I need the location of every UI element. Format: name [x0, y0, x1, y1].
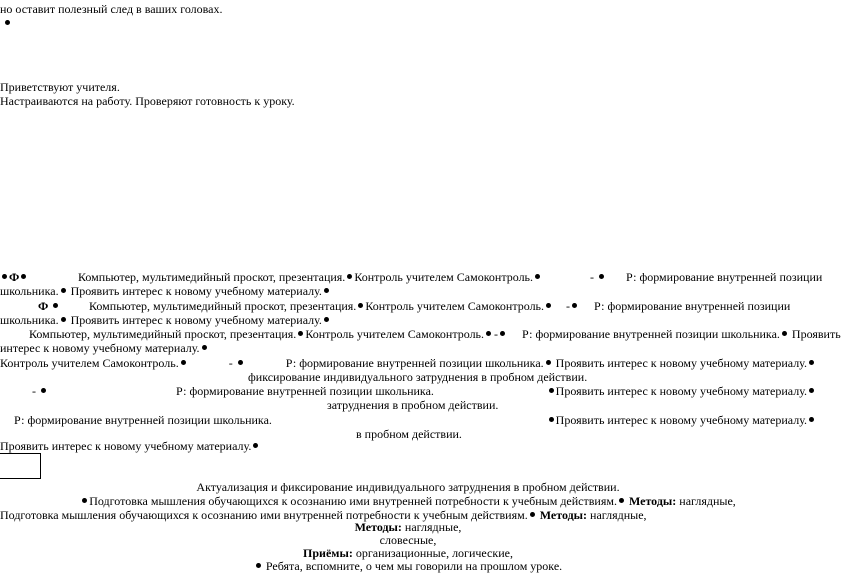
verbal-line: словесные,: [379, 533, 437, 547]
bullet-icon: [82, 498, 87, 503]
bullet-icon: [546, 360, 551, 365]
greet-line: Приветствуют учителя.: [0, 80, 120, 94]
prep-line-1: Подготовка мышления обучающихся к осознанию ими внутренней потребности к учебным действиям. Методы: наглядные,: [0, 494, 816, 508]
bullet-icon: [324, 317, 329, 322]
bullet-icon: [202, 345, 207, 350]
bullet-icon: [572, 303, 577, 308]
bullet-icon: [549, 388, 554, 393]
bullet-icon: [61, 288, 66, 293]
row2: [38, 299, 60, 313]
bullet-icon: [21, 274, 26, 279]
prep-line-2: Подготовка мышления обучающихся к осознанию ими внутренней потребности к учебным действиям. Методы: наглядные,: [0, 508, 647, 522]
techniques-line: Приёмы: организационные, логические,: [303, 546, 513, 560]
table-cell-box: [0, 453, 41, 479]
intro-line: но оставит полезный след в ваших головах.: [0, 2, 223, 16]
bullet-icon: [298, 331, 303, 336]
bullet-icon: [53, 303, 58, 308]
row7: Проявить интерес к новому учебному материалу.: [0, 439, 260, 453]
bullet-icon: [41, 388, 46, 393]
row3-dash: -: [494, 327, 507, 341]
row3b: интерес к новому учебному материалу.: [0, 341, 209, 355]
bullet-icon: [500, 331, 505, 336]
f-label: Ф: [9, 270, 20, 284]
bullet-icon: [238, 360, 243, 365]
bullet-icon: [599, 274, 604, 279]
bullet-icon: [809, 388, 814, 393]
bullet-icon: [619, 498, 624, 503]
bullet-icon: [181, 360, 186, 365]
ready-line: Настраиваются на работу. Проверяют готовность к уроку.: [0, 94, 295, 108]
row3: Компьютер, мультимедийный проскот, презентация. Контроль учителем Самоконтроль.: [29, 327, 493, 341]
row1b: школьника. Проявить интерес к новому учебному материалу.: [0, 284, 331, 298]
bullet-icon: [3, 16, 12, 30]
row1-equipment: Компьютер, мультимедийный проскот, презентация. Контроль учителем Самоконтроль.: [78, 270, 542, 284]
row2-equipment: Компьютер, мультимедийный проскот, презентация. Контроль учителем Самоконтроль.: [89, 299, 553, 313]
row1: [0, 270, 28, 284]
row1-dash: -: [590, 270, 606, 284]
bullet-icon: [549, 417, 554, 422]
row5: - Р: формирование внутренней позиции школьника. Проявить интерес к новому учебному материалу.: [32, 384, 816, 398]
bullet-icon: [486, 331, 491, 336]
row5b: затруднения в пробном действии.: [327, 398, 499, 412]
bullet-icon: [324, 288, 329, 293]
row4: Контроль учителем Самоконтроль. - Р: формирование внутренней позиции школьника. Проявить интерес к новому учебному материалу.: [0, 356, 816, 370]
bullet-icon: [809, 360, 814, 365]
bullet-icon: [530, 512, 535, 517]
bullet-icon: [253, 443, 258, 448]
methods-line: Методы: наглядные,: [354, 520, 462, 534]
row3-p: Р: формирование внутренней позиции школьника. Проявить: [522, 327, 841, 341]
kids-line: Ребята, вспомните, о чем мы говорили на прошлом уроке.: [0, 559, 816, 573]
bullet-icon: [782, 331, 787, 336]
row1-p: Р: формирование внутренней позиции: [626, 270, 823, 284]
bullet-icon: [809, 417, 814, 422]
row6: Р: формирование внутренней позиции школьника. Проявить интерес к новому учебному материалу.: [14, 413, 816, 427]
bullet-icon: [256, 563, 261, 568]
bullet-icon: [546, 303, 551, 308]
bullet-icon: [535, 274, 540, 279]
heading: Актуализация и фиксирование индивидуального затруднения в пробном действии.: [196, 480, 620, 494]
f-label: Ф: [38, 299, 49, 313]
row6b: в пробном действии.: [356, 427, 462, 441]
bullet-icon: [347, 274, 352, 279]
bullet-icon: [61, 317, 66, 322]
row2b: школьника. Проявить интерес к новому учебному материалу.: [0, 313, 331, 327]
row2-p: Р: формирование внутренней позиции: [594, 299, 791, 313]
bullet-icon: [2, 274, 7, 279]
row2-dash: -: [566, 299, 579, 313]
bullet-icon: [358, 303, 363, 308]
row4b: фиксирование индивидуального затруднения в пробном действии.: [248, 370, 588, 384]
